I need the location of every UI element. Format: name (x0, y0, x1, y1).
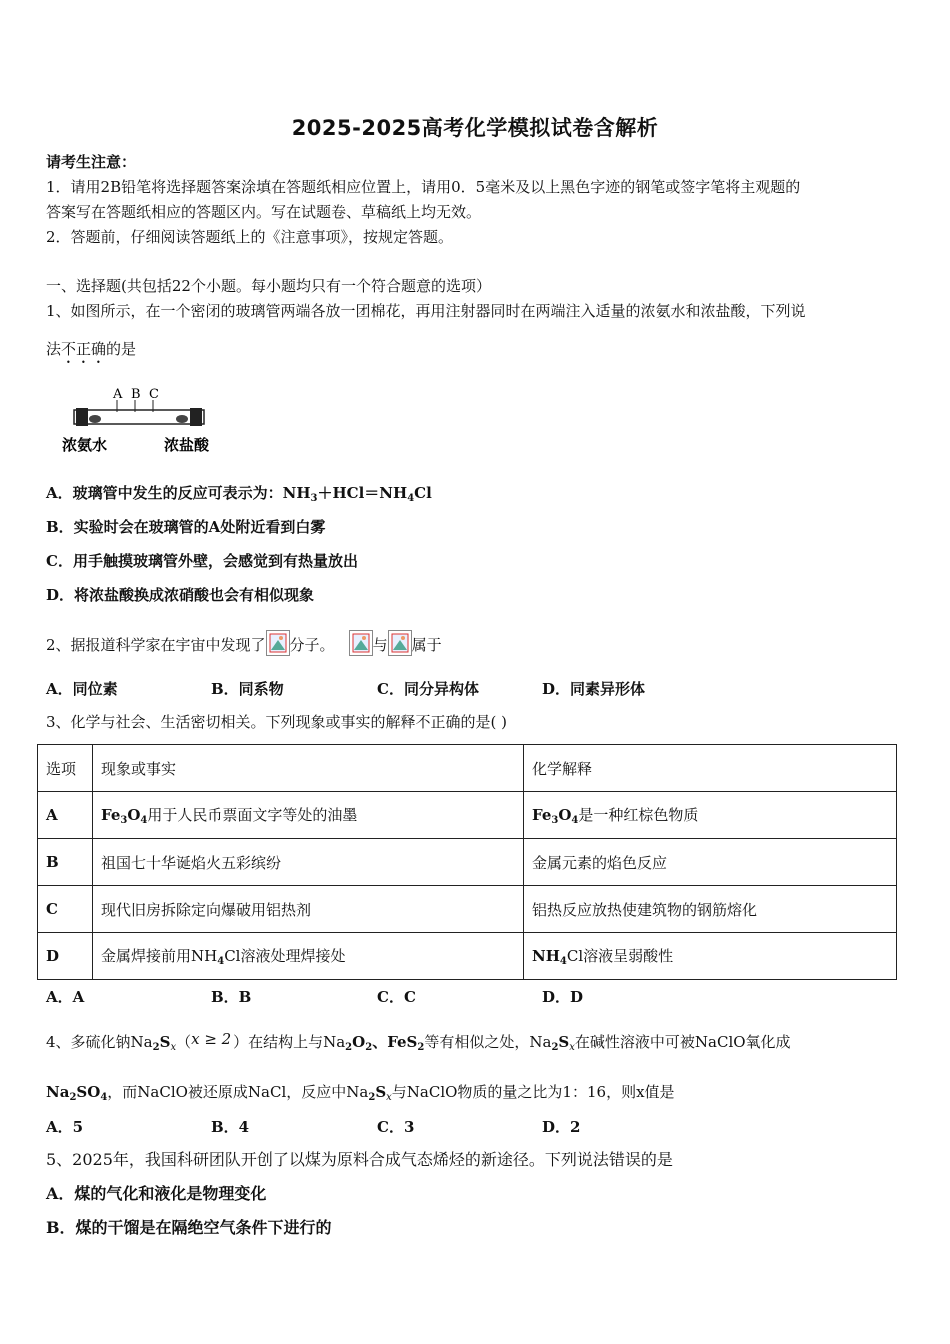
q1-option-a-text: ＋HCl＝NH (317, 484, 408, 502)
q3-option-b: B．B (211, 988, 252, 1006)
table-row (38, 933, 897, 980)
q1-option-a (46, 483, 432, 509)
q1-option-c: C．用手触摸玻璃管外壁，会感觉到有热量放出 (46, 552, 358, 570)
table-cell-option: D (38, 933, 93, 980)
q3-option-c: C．C (377, 988, 416, 1006)
molecule-image-icon (349, 630, 373, 656)
table-header-cell: 化学解释 (524, 745, 897, 792)
q3-table (37, 744, 897, 980)
q4-stem-line-2: $Na_2SO_4$，而NaClO被还原成NaCl，反应中$Na_2S_x$与NaClO物质的量之比为1：16，则x值是 (46, 1083, 675, 1103)
subscript: 4 (407, 493, 415, 504)
label-hcl: 浓盐酸 (164, 436, 210, 454)
q1-option-b: B．实验时会在玻璃管的A处附近看到白雾 (46, 518, 326, 536)
table-cell-option: B (38, 839, 93, 886)
notice-line-1: 1．请用2B铅笔将选择题答案涂填在答题纸相应位置上，请用0．5毫米及以上黑色字迹的钢笔或签字笔将主观题的 (46, 178, 801, 196)
q1-emphasis: 不正确 (61, 340, 107, 358)
q1-option-a-text: Cl (414, 484, 432, 502)
q2-option-b: B．同系物 (211, 680, 284, 698)
left-stopper (76, 408, 88, 426)
left-cotton (89, 415, 101, 423)
table-cell-explanation: $Fe_3O_4$是一种红棕色物质 (524, 792, 897, 839)
q1-stem-text: 法 (46, 340, 62, 358)
table-cell-fact: 祖国七十华诞焰火五彩缤纷 (93, 839, 524, 886)
q5-stem: 5、2025年，我国科研团队开创了以煤为原料合成气态烯烃的新途径。下列说法错误的是 (46, 1150, 673, 1169)
q2-option-c: C．同分异构体 (377, 680, 479, 698)
section-heading: 一、选择题(共包括22个小题。每小题均只有一个符合题意的选项） (46, 277, 491, 295)
q1-stem-line-2 (46, 339, 136, 367)
q1-option-d: D．将浓盐酸换成浓硝酸也会有相似现象 (46, 586, 315, 604)
q4-stem-line-1: 4、多硫化钠$Na_2S_x$（ x ≥ 2 ）在结构上与$Na_2O_2$、FeS$_2$等有相似之处，$Na_2S_x$在碱性溶液中可被NaClO氧化成 (46, 1030, 791, 1053)
q2-stem (46, 630, 442, 656)
q5-option-b: B．煤的干馏是在隔绝空气条件下进行的 (46, 1218, 332, 1237)
q4-option-d: D．2 (542, 1118, 581, 1136)
glass-tube-figure (58, 384, 228, 458)
table-cell-option: C (38, 886, 93, 933)
table-header-cell: 选项 (38, 745, 93, 792)
table-cell-explanation: 金属元素的焰色反应 (524, 839, 897, 886)
notice-line-3: 2．答题前，仔细阅读答题纸上的《注意事项》，按规定答题。 (46, 228, 454, 246)
q2-stem-text: 分子。 (289, 636, 335, 654)
q2-option-d: D．同素异形体 (542, 680, 646, 698)
notice-heading: 请考生注意： (46, 153, 137, 171)
diagram-label-b: B (131, 387, 141, 402)
q1-option-a-text: A．玻璃管中发生的反应可表示为：NH (46, 484, 311, 502)
q1-stem-text: 的是 (106, 340, 137, 358)
table-row (38, 792, 897, 839)
table-row (38, 839, 897, 886)
right-stopper (190, 408, 202, 426)
diagram-label-a: A (113, 387, 123, 402)
q3-option-a: A．A (46, 988, 85, 1006)
right-cotton (176, 415, 188, 423)
table-cell-fact: 现代旧房拆除定向爆破用铝热剂 (93, 886, 524, 933)
q2-stem-text: 2、据报道科学家在宇宙中发现了 (46, 636, 266, 654)
q2-stem-text: 属于 (411, 636, 442, 654)
q3-option-d: D．D (542, 988, 584, 1006)
formula-x-ge-2: x ≥ 2 (191, 1030, 232, 1048)
table-cell-option: A (38, 792, 93, 839)
table-cell-fact: $Fe_3O_4$用于人民币票面文字等处的油墨 (93, 792, 524, 839)
table-cell-explanation: 铝热反应放热使建筑物的钢筋熔化 (524, 886, 897, 933)
table-header-cell: 现象或事实 (93, 745, 524, 792)
table-cell-explanation: $NH_4Cl$溶液呈弱酸性 (524, 933, 897, 980)
q5-option-a: A．煤的气化和液化是物理变化 (46, 1184, 267, 1203)
q2-stem-text: 与 (372, 636, 388, 654)
q3-stem: 3、化学与社会、生活密切相关。下列现象或事实的解释不正确的是( ) (46, 713, 508, 731)
diagram-label-c: C (149, 387, 159, 402)
subscript: 3 (310, 493, 318, 504)
q4-option-a: A．5 (46, 1118, 84, 1136)
q4-option-b: B．4 (211, 1118, 250, 1136)
notice-line-2: 答案写在答题纸相应的答题区内。写在试题卷、草稿纸上均无效。 (46, 203, 482, 221)
table-header-row (38, 745, 897, 792)
glass-tube-diagram (58, 384, 228, 458)
label-ammonia: 浓氨水 (62, 436, 108, 454)
q4-option-c: C．3 (377, 1118, 415, 1136)
page-title: 2025-2025高考化学模拟试卷含解析 (291, 116, 659, 140)
table-cell-fact: 金属焊接前用$NH_4Cl$溶液处理焊接处 (93, 933, 524, 980)
molecule-image-icon (266, 630, 290, 656)
table-row (38, 886, 897, 933)
molecule-image-icon (388, 630, 412, 656)
q1-stem-line-1: 1、如图所示，在一个密闭的玻璃管两端各放一团棉花，再用注射器同时在两端注入适量的浓氨水和浓盐酸，下列说 (46, 302, 806, 320)
q2-option-a: A．同位素 (46, 680, 118, 698)
